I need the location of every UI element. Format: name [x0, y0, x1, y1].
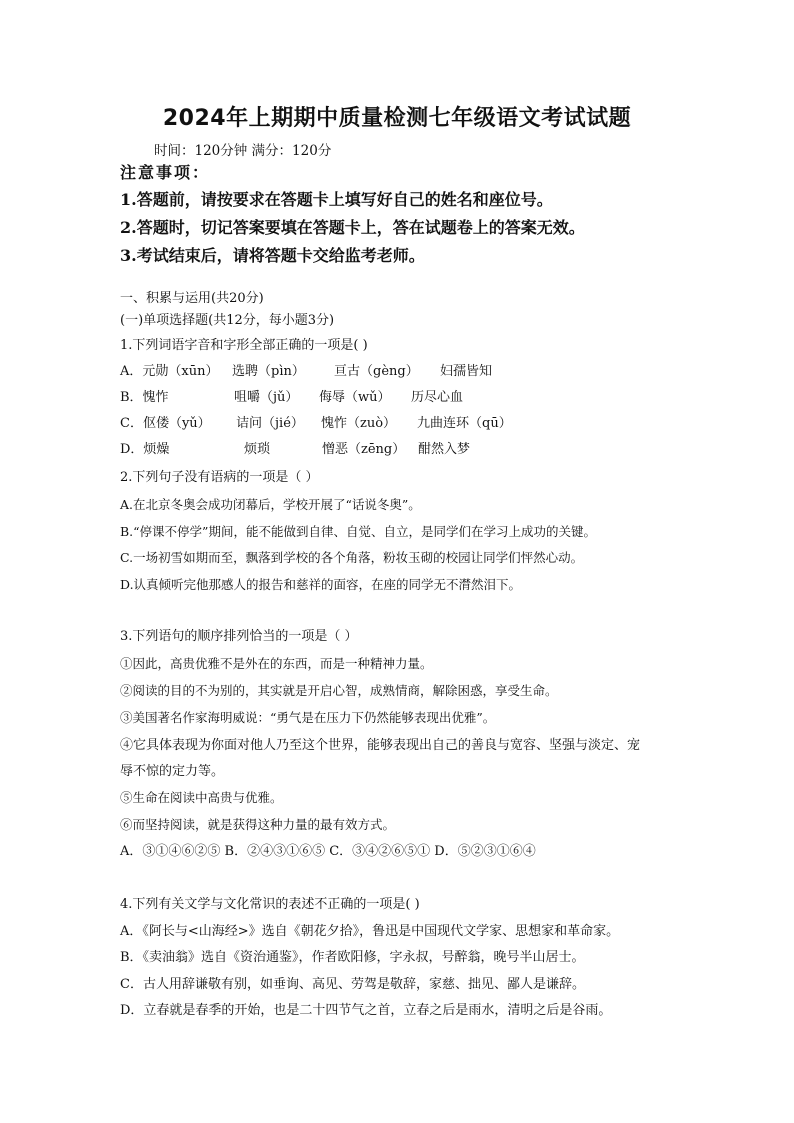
- option-part: 烦琐: [244, 442, 271, 457]
- q2-option-c: C.一场初雪如期而至，飘落到学校的各个角落，粉妆玉砌的校园让同学们怦然心动。: [120, 550, 584, 565]
- option-part: D．烦燥: [120, 442, 170, 457]
- q3-sentence: ④它具体表现为你面对他人乃至这个世界，能够表现出自己的善良与宽容、坚强与淡定、宠: [120, 738, 641, 753]
- option-part: 诘问（jié）: [236, 416, 304, 431]
- notice-item: 1.答题前，请按要求在答题卡上填写好自己的姓名和座位号。: [120, 190, 553, 209]
- q1-option-a: [120, 364, 492, 380]
- notice-heading: 注意事项：: [120, 163, 211, 182]
- q2-option-a: A.在北京冬奥会成功闭幕后，学校开展了“话说冬奥”。: [120, 497, 421, 512]
- q4-option-d: D．立春就是春季的开始，也是二十四节气之首，立春之后是雨水，清明之后是谷雨。: [120, 1003, 612, 1018]
- subsection-heading: (一)单项选择题(共12分，每小题3分): [120, 313, 335, 328]
- option-part: B．愧怍: [120, 390, 169, 405]
- notice-item: 3.考试结束后，请将答题卡交给监考老师。: [120, 246, 425, 265]
- q3-sentence: ⑤生命在阅读中高贵与优雅。: [120, 790, 283, 805]
- option-part: A．元勋（xūn）: [120, 364, 219, 379]
- exam-time-score: 时间：120分钟 满分：120分: [154, 143, 332, 159]
- question-2-stem: 2.下列句子没有语病的一项是（ ）: [120, 470, 319, 485]
- q3-sentence-continued: 辱不惊的定力等。: [120, 764, 225, 779]
- option-part: 亘古（gèng）: [334, 364, 419, 379]
- option-part: 妇孺皆知: [440, 364, 493, 379]
- q1-option-c: [120, 416, 512, 432]
- option-part: 历尽心血: [411, 390, 464, 405]
- q1-option-b: [120, 390, 463, 406]
- notice-item: 2.答题时，切记答案要填在答题卡上，答在试题卷上的答案无效。: [120, 218, 585, 237]
- question-3-stem: 3.下列语句的顺序排列恰当的一项是（ ）: [120, 629, 358, 644]
- q2-option-b: B.“停课不停学”期间，能不能做到自律、自觉、自立，是同学们在学习上成功的关键。: [120, 524, 596, 539]
- q4-option-a: A．《阿长与<山海经>》选自《朝花夕拾》，鲁迅是中国现代文学家、思想家和革命家。: [120, 924, 620, 939]
- q3-options: A．③①④⑥②⑤ B．②④③①⑥⑤ C．③④②⑥⑤① D．⑤②③①⑥④: [120, 844, 536, 859]
- q1-option-d: [120, 442, 470, 458]
- q2-option-d: D.认真倾听完他那感人的报告和慈祥的面容，在座的同学无不潸然泪下。: [120, 577, 522, 592]
- option-part: 侮辱（wǔ）: [319, 390, 391, 405]
- q3-sentence: ⑥而坚持阅读，就是获得这种力量的最有效方式。: [120, 817, 396, 832]
- q3-sentence: ②阅读的目的不为别的，其实就是开启心智，成熟情商，解除困惑，享受生命。: [120, 683, 558, 698]
- q3-sentence: ①因此，高贵优雅不是外在的东西，而是一种精神力量。: [120, 656, 433, 671]
- option-part: 选聘（pìn）: [232, 364, 305, 379]
- option-part: 九曲连环（qū）: [417, 416, 512, 431]
- question-4-stem: 4.下列有关文学与文化常识的表述不正确的一项是( ): [120, 897, 420, 912]
- section-heading: 一、积累与运用(共20分): [120, 291, 264, 306]
- option-part: 愧怍（zuò）: [321, 416, 397, 431]
- question-1-stem: 1.下列词语字音和字形全部正确的一项是( ): [120, 338, 368, 353]
- option-part: 咀嚼（jǔ）: [234, 390, 299, 405]
- option-part: C．伛偻（yǔ）: [120, 416, 211, 431]
- q3-sentence: ③美国著名作家海明威说：“勇气是在压力下仍然能够表现出优雅”。: [120, 710, 496, 725]
- option-part: 憎恶（zēng）: [322, 442, 406, 457]
- option-part: 酣然入梦: [418, 442, 471, 457]
- q4-option-c: C．古人用辞谦敬有别，如垂询、高见、劳驾是敬辞，家慈、拙见、鄙人是谦辞。: [120, 977, 585, 992]
- q4-option-b: B．《卖油翁》选自《资治通鉴》，作者欧阳修，字永叔，号醉翁，晚号半山居士。: [120, 950, 585, 965]
- page-title: 2024年上期期中质量检测七年级语文考试试题: [162, 106, 632, 131]
